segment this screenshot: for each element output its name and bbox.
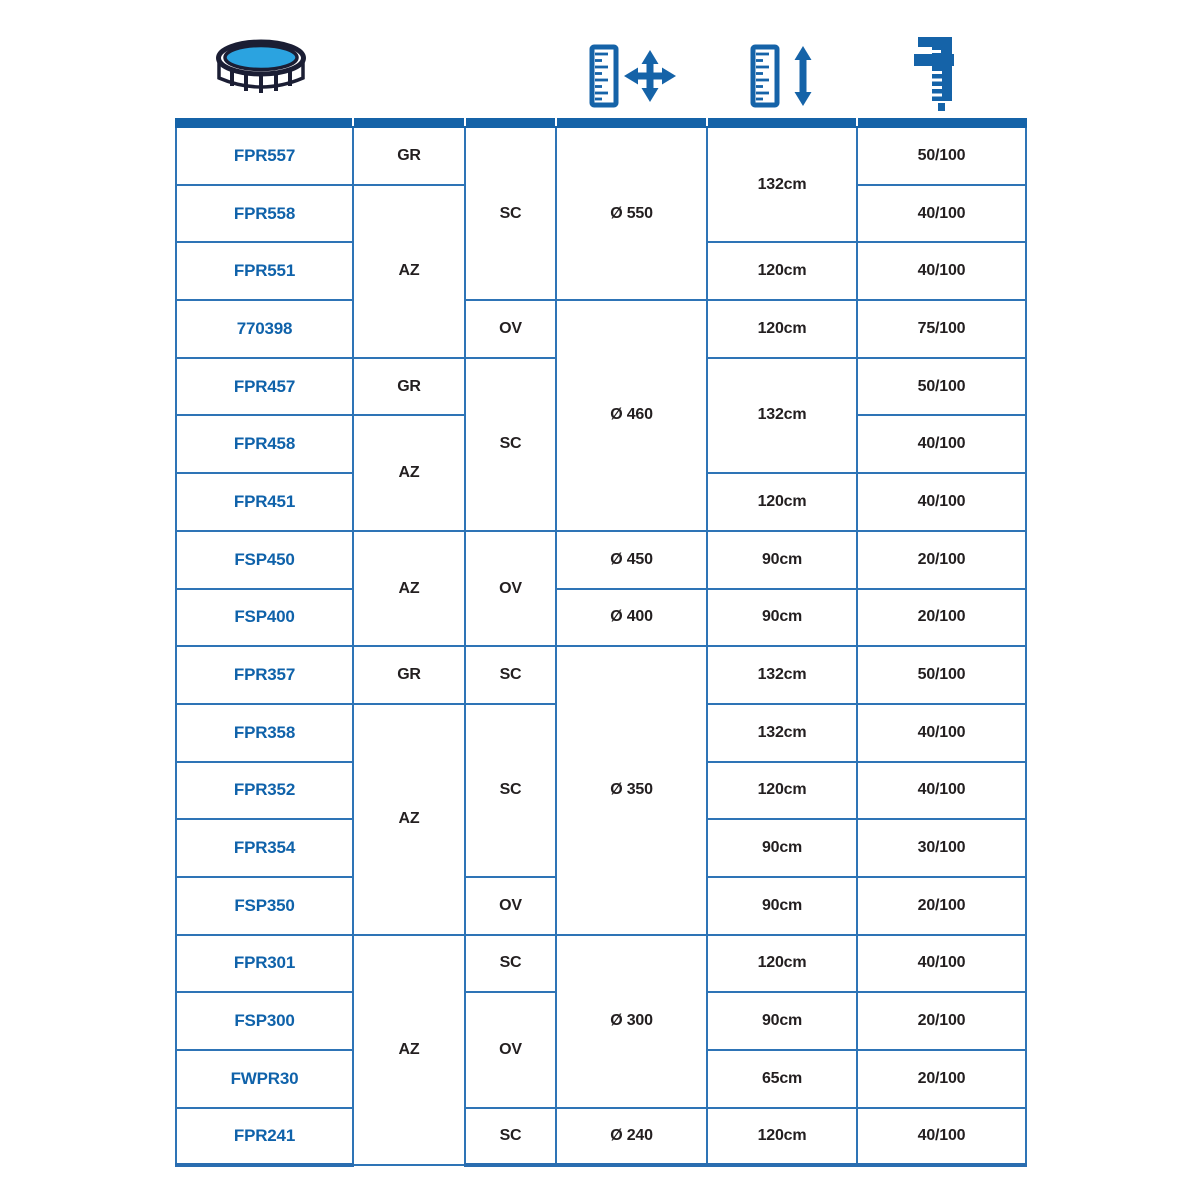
color-cell: AZ	[353, 531, 465, 646]
shape-cell: SC	[465, 1108, 556, 1166]
shape-cell: OV	[465, 877, 556, 935]
thickness-cell: 40/100	[857, 415, 1026, 473]
code-cell: FSP300	[176, 992, 353, 1050]
header-bar-segment	[707, 119, 857, 127]
height-cell: 90cm	[707, 819, 857, 877]
thickness-cell: 50/100	[857, 127, 1026, 185]
table-row	[176, 589, 1026, 647]
color-cell: AZ	[353, 704, 465, 935]
code-cell: FPR458	[176, 415, 353, 473]
height-cell: 120cm	[707, 935, 857, 993]
diameter-cell: Ø 550	[556, 127, 707, 300]
table-header-bar	[176, 119, 1026, 127]
code-cell: FPR357	[176, 646, 353, 704]
table-row	[176, 127, 1026, 185]
color-cell: AZ	[353, 935, 465, 1166]
height-cell: 132cm	[707, 646, 857, 704]
diameter-cell: Ø 450	[556, 531, 707, 589]
height-cell: 132cm	[707, 704, 857, 762]
code-cell: FPR301	[176, 935, 353, 993]
diameter-cell: Ø 400	[556, 589, 707, 647]
diameter-cell: Ø 240	[556, 1108, 707, 1166]
color-cell: AZ	[353, 415, 465, 530]
color-cell: GR	[353, 127, 465, 185]
color-cell: GR	[353, 646, 465, 704]
thickness-cell: 20/100	[857, 877, 1026, 935]
shape-cell: OV	[465, 992, 556, 1107]
header-bar-segment	[176, 119, 353, 127]
code-cell: FPR551	[176, 242, 353, 300]
header-bar-segment	[556, 119, 707, 127]
height-ruler-icon	[750, 44, 818, 113]
shape-cell: SC	[465, 935, 556, 993]
thickness-cell: 20/100	[857, 589, 1026, 647]
code-cell: FWPR30	[176, 1050, 353, 1108]
height-cell: 132cm	[707, 358, 857, 473]
thickness-gauge-icon	[910, 33, 962, 118]
height-cell: 65cm	[707, 1050, 857, 1108]
thickness-cell: 20/100	[857, 992, 1026, 1050]
header-bar-segment	[353, 119, 465, 127]
thickness-cell: 50/100	[857, 646, 1026, 704]
shape-cell: OV	[465, 531, 556, 646]
height-cell: 90cm	[707, 531, 857, 589]
code-cell: FPR558	[176, 185, 353, 243]
shape-cell: SC	[465, 646, 556, 704]
thickness-cell: 40/100	[857, 242, 1026, 300]
thickness-cell: 50/100	[857, 358, 1026, 416]
diameter-cell: Ø 350	[556, 646, 707, 934]
code-cell: FSP350	[176, 877, 353, 935]
code-cell: FPR354	[176, 819, 353, 877]
height-cell: 120cm	[707, 242, 857, 300]
code-cell: 770398	[176, 300, 353, 358]
shape-cell: SC	[465, 358, 556, 531]
code-cell: FPR457	[176, 358, 353, 416]
thickness-cell: 40/100	[857, 704, 1026, 762]
table-row	[176, 531, 1026, 589]
thickness-cell: 20/100	[857, 1050, 1026, 1108]
thickness-cell: 30/100	[857, 819, 1026, 877]
size-ruler-icon	[589, 44, 679, 113]
table-row	[176, 300, 1026, 358]
height-cell: 132cm	[707, 127, 857, 242]
code-cell: FSP400	[176, 589, 353, 647]
color-cell: GR	[353, 358, 465, 416]
height-cell: 120cm	[707, 300, 857, 358]
height-cell: 120cm	[707, 473, 857, 531]
table-row	[176, 646, 1026, 704]
code-cell: FSP450	[176, 531, 353, 589]
thickness-cell: 40/100	[857, 185, 1026, 243]
height-cell: 120cm	[707, 1108, 857, 1166]
pool-icon	[213, 36, 309, 107]
table-row	[176, 935, 1026, 993]
height-cell: 90cm	[707, 877, 857, 935]
spec-table	[175, 118, 1027, 1167]
code-cell: FPR241	[176, 1108, 353, 1166]
thickness-cell: 75/100	[857, 300, 1026, 358]
height-cell: 90cm	[707, 589, 857, 647]
shape-cell: SC	[465, 127, 556, 300]
height-cell: 90cm	[707, 992, 857, 1050]
code-cell: FPR352	[176, 762, 353, 820]
code-cell: FPR557	[176, 127, 353, 185]
thickness-cell: 40/100	[857, 762, 1026, 820]
diameter-cell: Ø 460	[556, 300, 707, 531]
height-cell: 120cm	[707, 762, 857, 820]
shape-cell: SC	[465, 704, 556, 877]
color-cell: AZ	[353, 185, 465, 358]
thickness-cell: 40/100	[857, 473, 1026, 531]
header-bar-segment	[465, 119, 556, 127]
table-row	[176, 1108, 1026, 1166]
header-bar-segment	[857, 119, 1026, 127]
diameter-cell: Ø 300	[556, 935, 707, 1108]
shape-cell: OV	[465, 300, 556, 358]
code-cell: FPR358	[176, 704, 353, 762]
code-cell: FPR451	[176, 473, 353, 531]
thickness-cell: 40/100	[857, 935, 1026, 993]
thickness-cell: 40/100	[857, 1108, 1026, 1166]
thickness-cell: 20/100	[857, 531, 1026, 589]
